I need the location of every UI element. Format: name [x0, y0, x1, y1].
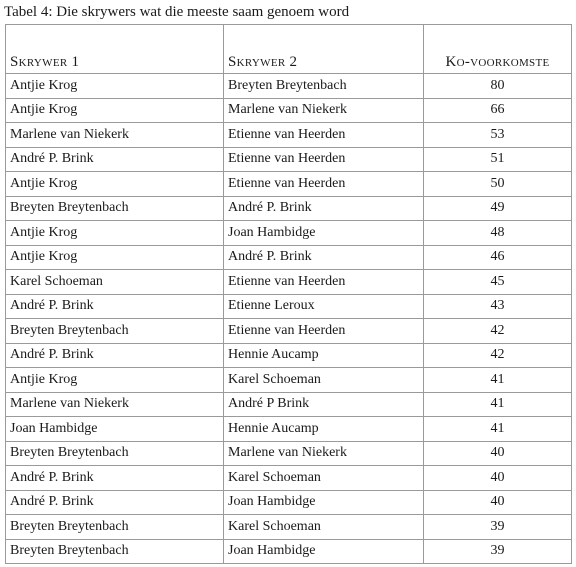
writer-1-cell: Antjie Krog	[6, 368, 224, 393]
table-row	[6, 417, 572, 442]
column-header-cooccurrence: Ko-voorkomste	[424, 25, 572, 74]
writer-1-cell: Antjie Krog	[6, 74, 224, 99]
cooccurrence-cell: 51	[424, 147, 572, 172]
table-row	[6, 172, 572, 197]
cooccurrence-cell: 39	[424, 539, 572, 564]
cooccurrence-cell: 42	[424, 319, 572, 344]
table-caption: Tabel 4: Die skrywers wat die meeste saam genoem word	[4, 4, 350, 20]
writer-2-cell: Etienne van Heerden	[224, 172, 424, 197]
table-body	[6, 74, 572, 564]
cooccurrence-cell: 41	[424, 368, 572, 393]
writer-1-cell: Breyten Breytenbach	[6, 196, 224, 221]
writer-1-cell: Antjie Krog	[6, 98, 224, 123]
writer-1-cell: Antjie Krog	[6, 221, 224, 246]
table-row	[6, 490, 572, 515]
table-row	[6, 294, 572, 319]
table-row	[6, 515, 572, 540]
writer-2-cell: Hennie Aucamp	[224, 417, 424, 442]
writer-1-cell: Antjie Krog	[6, 172, 224, 197]
table-row	[6, 319, 572, 344]
table-row	[6, 74, 572, 99]
column-header-writer-1: Skrywer 1	[6, 25, 224, 74]
writer-1-cell: André P. Brink	[6, 147, 224, 172]
writer-1-cell: Marlene van Niekerk	[6, 123, 224, 148]
writer-2-cell: Joan Hambidge	[224, 490, 424, 515]
writer-1-cell: André P. Brink	[6, 294, 224, 319]
cooccurrence-cell: 41	[424, 417, 572, 442]
writer-1-cell: André P. Brink	[6, 466, 224, 491]
table-row	[6, 98, 572, 123]
writer-1-cell: Breyten Breytenbach	[6, 319, 224, 344]
cooccurrence-cell: 66	[424, 98, 572, 123]
table-row	[6, 441, 572, 466]
writer-1-cell: André P. Brink	[6, 343, 224, 368]
table-row	[6, 539, 572, 564]
writer-2-cell: Karel Schoeman	[224, 515, 424, 540]
table-row	[6, 221, 572, 246]
cooccurrence-cell: 50	[424, 172, 572, 197]
writer-1-cell: André P. Brink	[6, 490, 224, 515]
writer-2-cell: André P. Brink	[224, 196, 424, 221]
writer-1-cell: Joan Hambidge	[6, 417, 224, 442]
cooccurrence-cell: 48	[424, 221, 572, 246]
writer-1-cell: Breyten Breytenbach	[6, 441, 224, 466]
cooccurrence-cell: 42	[424, 343, 572, 368]
cooccurrence-cell: 80	[424, 74, 572, 99]
writer-2-cell: Marlene van Niekerk	[224, 98, 424, 123]
table-row	[6, 270, 572, 295]
cooccurrence-cell: 53	[424, 123, 572, 148]
table-row	[6, 466, 572, 491]
writer-1-cell: Breyten Breytenbach	[6, 539, 224, 564]
writer-2-cell: Hennie Aucamp	[224, 343, 424, 368]
writer-1-cell: Karel Schoeman	[6, 270, 224, 295]
writer-2-cell: André P Brink	[224, 392, 424, 417]
table-row	[6, 245, 572, 270]
cooccurrence-cell: 49	[424, 196, 572, 221]
writer-1-cell: Breyten Breytenbach	[6, 515, 224, 540]
writer-2-cell: Karel Schoeman	[224, 368, 424, 393]
table-row	[6, 343, 572, 368]
table-row	[6, 123, 572, 148]
column-header-writer-2: Skrywer 2	[224, 25, 424, 74]
cooccurrence-cell: 43	[424, 294, 572, 319]
writer-2-cell: Joan Hambidge	[224, 539, 424, 564]
header-row	[6, 25, 572, 74]
writer-2-cell: Etienne van Heerden	[224, 123, 424, 148]
table-row	[6, 368, 572, 393]
table-row	[6, 196, 572, 221]
cooccurrence-cell: 40	[424, 441, 572, 466]
cooccurrence-cell: 46	[424, 245, 572, 270]
writer-2-cell: Joan Hambidge	[224, 221, 424, 246]
writer-2-cell: Breyten Breytenbach	[224, 74, 424, 99]
writer-2-cell: Etienne Leroux	[224, 294, 424, 319]
writer-1-cell: Marlene van Niekerk	[6, 392, 224, 417]
cooccurrence-cell: 40	[424, 490, 572, 515]
cooccurrence-cell: 40	[424, 466, 572, 491]
writer-2-cell: André P. Brink	[224, 245, 424, 270]
writer-2-cell: Marlene van Niekerk	[224, 441, 424, 466]
writer-2-cell: Karel Schoeman	[224, 466, 424, 491]
cooccurrence-cell: 41	[424, 392, 572, 417]
writer-2-cell: Etienne van Heerden	[224, 147, 424, 172]
table-row	[6, 392, 572, 417]
writers-cooccurrence-table	[5, 24, 572, 564]
writer-2-cell: Etienne van Heerden	[224, 319, 424, 344]
writer-2-cell: Etienne van Heerden	[224, 270, 424, 295]
cooccurrence-cell: 39	[424, 515, 572, 540]
writer-1-cell: Antjie Krog	[6, 245, 224, 270]
cooccurrence-cell: 45	[424, 270, 572, 295]
table-row	[6, 147, 572, 172]
